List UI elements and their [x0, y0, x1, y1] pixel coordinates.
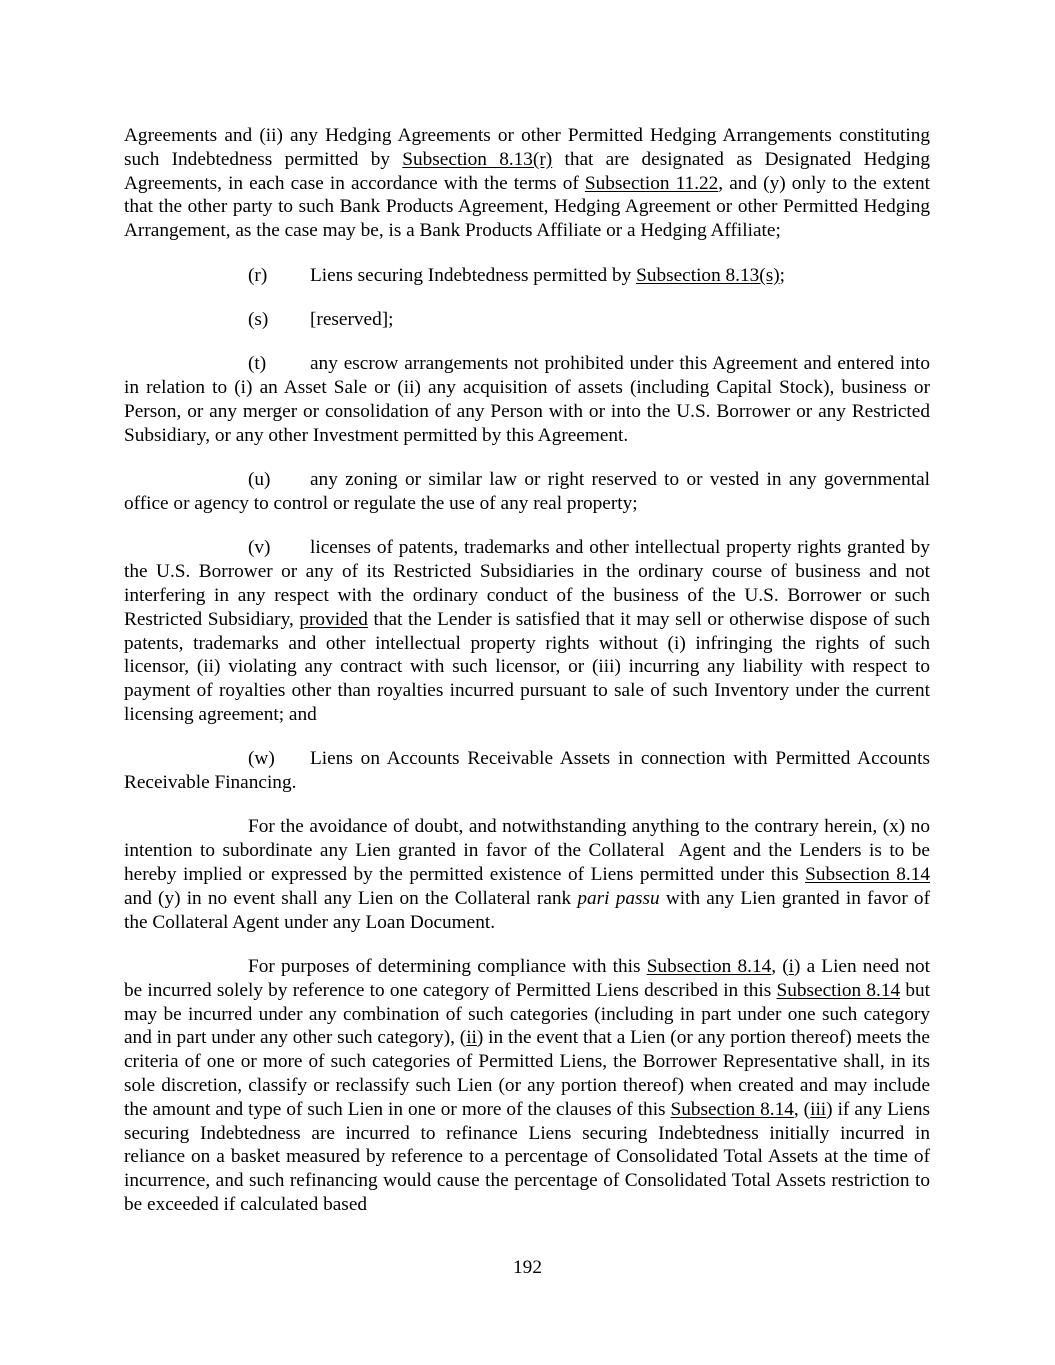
- document-body: [124, 124, 930, 1237]
- text: ) in the event that a Lien (or any portion thereof) meets the criteria of one or more of such categories of Permitted Liens, the Borrower Representative shall, in its sole discretion, classify or reclassify such Lien (or any portion thereof) when created and may include the amount and type of such Lien in one or more of the clauses of this: [124, 1027, 930, 1120]
- subsection-reference: Subsection 8.14: [646, 956, 772, 978]
- text: that are designated as Designated Hedging Agreements, in each case in accordance with the terms of: [124, 148, 930, 194]
- roman-numeral: i: [788, 956, 794, 978]
- text: with any Lien granted in favor of the Collateral Agent under any Loan Document.: [124, 887, 930, 933]
- text: any zoning or similar law or right reserved to or vested in any governmental office or agency to control or regulate the use of any real property;: [124, 469, 930, 514]
- text: , (: [793, 1098, 811, 1120]
- text: licenses of patents, trademarks and other intellectual property rights granted by the U.S. Borrower or any of its Restricted Subsidiaries in the ordinary course of business and not interfering in any respect with the ordinary conduct of the business of the U.S. Borrower or such Restricted Subsidiary,: [124, 537, 930, 630]
- subsection-reference: Subsection 8.14: [805, 864, 930, 886]
- clause-label: (t): [248, 353, 267, 375]
- text: any escrow arrangements not prohibited under this Agreement and entered into in relation to (i) an Asset Sale or (ii) any acquisition of assets (including Capital Stock), business or Person, or any merger or consolidation of any Person with or into the U.S. Borrower or any Restricted Subsidiary, or any other Investment permitted by this Agreement.: [124, 353, 930, 446]
- roman-numeral: ii: [466, 1027, 477, 1049]
- text: [reserved];: [310, 308, 394, 330]
- clause-s: [124, 308, 930, 332]
- text: that the Lender is satisfied that it may sell or otherwise dispose of such patents, trademarks and other intellectual property rights without (i) infringing the rights of such licensor, (ii) violating any contract with such licensor, or (iii) incurring any liability with respect to payment of royalties other than royalties incurred pursuant to sale of such Inventory under the current licensing agreement; and: [124, 608, 930, 725]
- text: For the avoidance of doubt, and notwithstanding anything to the contrary herein, (x) no intention to subordinate any Lien granted in favor of the Collateral Agent and the Lenders is to be hereby implied or expressed by the permitted existence of Liens permitted under this: [124, 816, 930, 886]
- text: ) a Lien need not be incurred solely by reference to one category of Permitted Liens described in this: [124, 956, 930, 1001]
- text: , (: [771, 956, 789, 978]
- text: For purposes of determining compliance with this: [248, 956, 647, 978]
- text: Liens securing Indebtedness permitted by: [310, 264, 637, 286]
- paragraph-continuation: [124, 124, 930, 243]
- clause-r: [124, 264, 930, 288]
- page-number: 192: [513, 1257, 542, 1278]
- purposes-paragraph: [124, 955, 930, 1217]
- text: but may be incurred under any combination of such categories (including in part under one such category and in part under any other such category), (: [124, 979, 930, 1049]
- avoidance-paragraph: [124, 815, 930, 934]
- italic-term: pari passu: [577, 887, 660, 909]
- subsection-reference: Subsection 8.14: [670, 1098, 794, 1120]
- subsection-reference: Subsection 11.22: [584, 172, 719, 194]
- text: Agreements and (ii) any Hedging Agreements or other Permitted Hedging Arrangements constituting such Indebtedness permitted by: [124, 125, 930, 170]
- text: ) if any Liens securing Indebtedness are incurred to refinance Liens securing Indebtedness initially incurred in reliance on a basket measured by reference to a percentage of Consolidated Total Assets at the time of incurrence, and such refinancing would cause the percentage of Consolidated Total Assets restriction to be exceeded if calculated based: [124, 1098, 930, 1216]
- subsection-reference: Subsection 8.13(s): [636, 264, 780, 286]
- clause-t: [124, 352, 930, 447]
- clause-label: (w): [248, 748, 275, 770]
- text: ;: [779, 264, 785, 286]
- text: , and (y) only to the extent that the other party to such Bank Products Agreement, Hedging Agreement or other Permitted Hedging Arrangement, as the case may be, is a Bank Products Affiliate or a Hedging Affiliate;: [124, 172, 930, 242]
- text: and (y) in no event shall any Lien on the Collateral rank: [124, 887, 578, 909]
- clause-u: [124, 468, 930, 516]
- roman-numeral: iii: [810, 1098, 827, 1120]
- provided-term: provided: [299, 608, 368, 630]
- text: Liens on Accounts Receivable Assets in connection with Permitted Accounts Receivable Financing.: [124, 748, 930, 794]
- clause-label: (s): [248, 308, 269, 330]
- subsection-reference: Subsection 8.13(r): [402, 148, 553, 170]
- clause-w: [124, 747, 930, 795]
- clause-label: (v): [248, 537, 271, 559]
- clause-label: (u): [248, 469, 271, 491]
- subsection-reference: Subsection 8.14: [776, 979, 901, 1001]
- clause-v: [124, 536, 930, 726]
- clause-label: (r): [248, 264, 268, 286]
